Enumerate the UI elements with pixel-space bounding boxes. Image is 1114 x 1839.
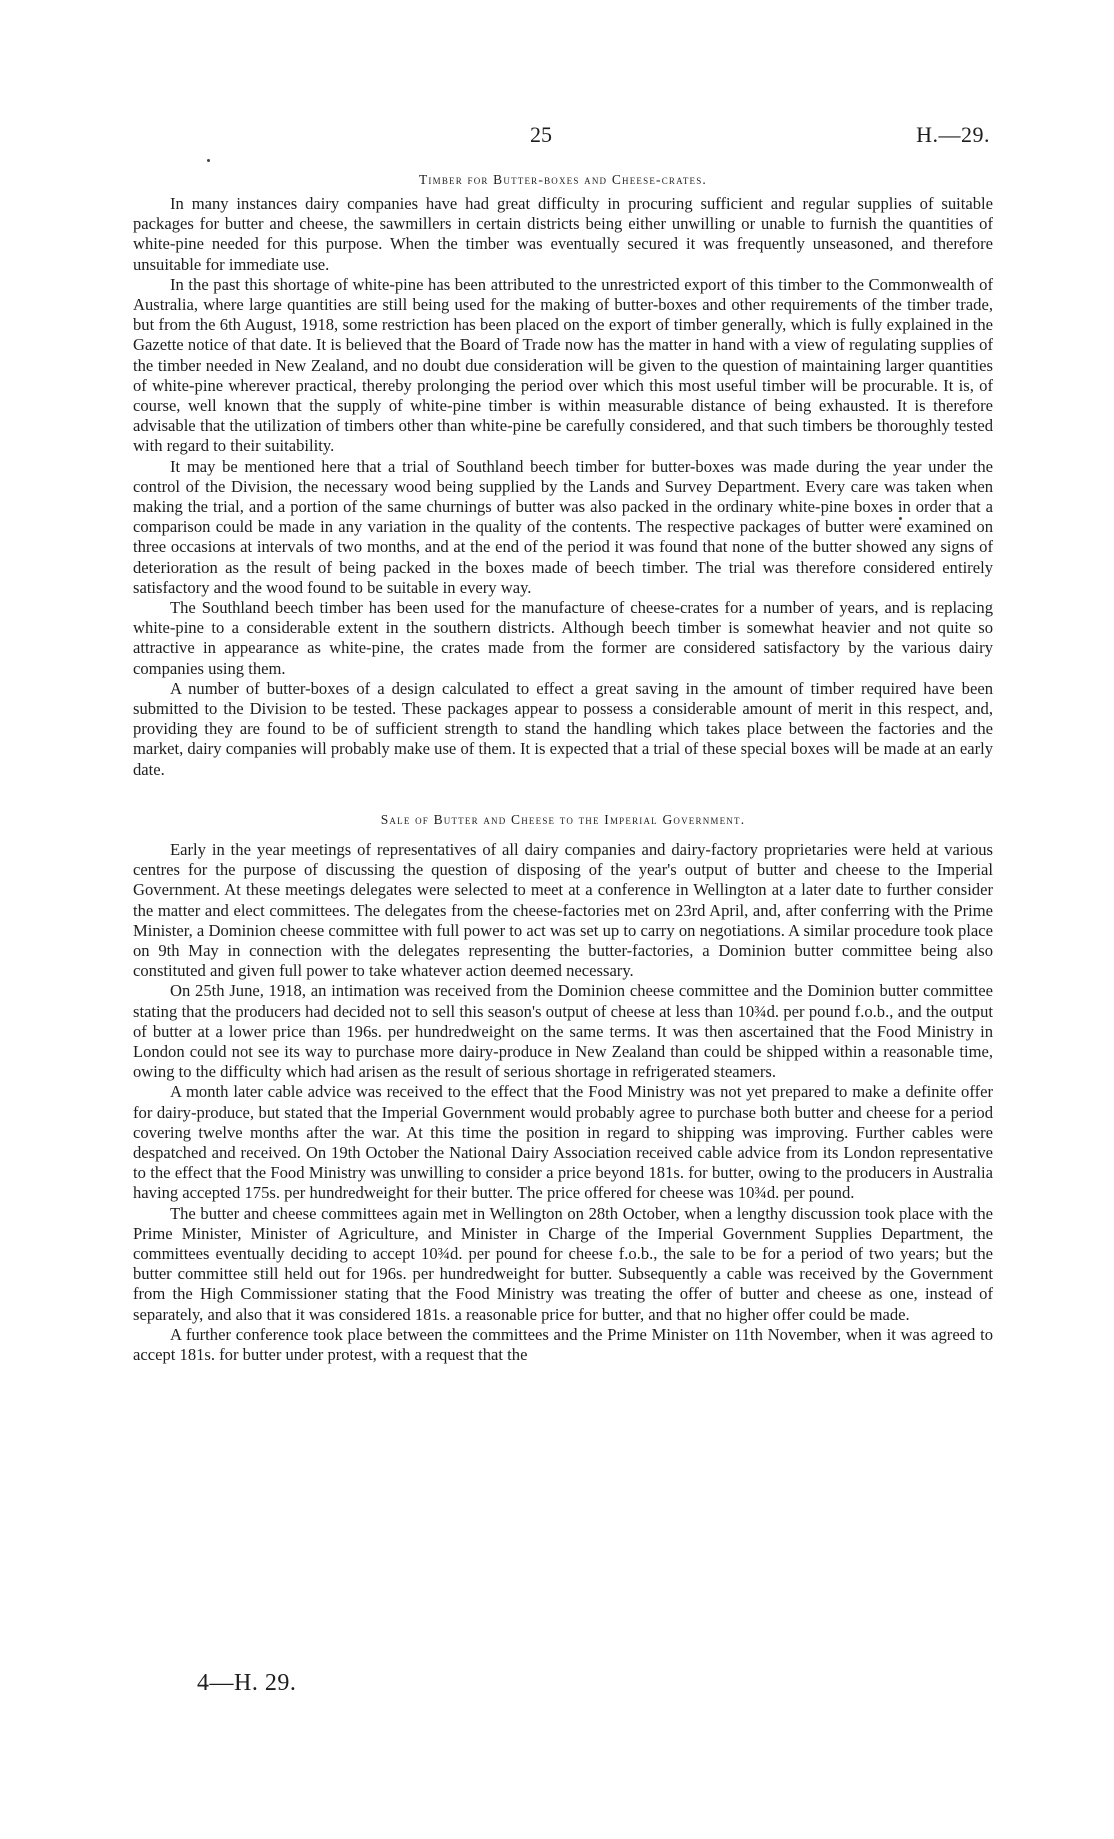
paragraph: A month later cable advice was received to the effect that the Food Ministry was not yet prepared to make a definite offer for dairy-produce, but stated that the Imperial Government would probably agree to purchase both butter and cheese for a period covering twelve months after the war. At this time the position in regard to shipping was improving. Further cables were despatched and received. On 19th October the National Dairy Association received cable advice from its London representative to the effect that the Food Ministry was unwilling to consider a price beyond 181s. for butter, owing to the producers in Australia having accepted 175s. per hundredweight for their butter. The price offered for cheese was 10¾d. per pound.: [133, 1082, 993, 1203]
page-header: [0, 122, 1114, 154]
paragraph: The butter and cheese committees again met in Wellington on 28th October, when a lengthy discussion took place with the Prime Minister, Minister of Agriculture, and Minister in Charge of the Imperial Government Supplies Department, the committees eventually deciding to accept 10¾d. per pound for cheese f.o.b., the sale to be for a period of two years; but the butter committee still held out for 196s. per hundredweight for butter. Subsequently a cable was received by the Government from the High Commissioner stating that the Food Ministry was treating the offer of butter and cheese as one, instead of separately, and also that it was considered 181s. a reasonable price for butter, and that no higher offer could be made.: [133, 1203, 993, 1324]
signature-reference: 4—H. 29.: [197, 1670, 297, 1696]
paragraph: In many instances dairy companies have had great difficulty in procuring sufficient and regular supplies of suitable packages for butter and cheese, the sawmillers in certain districts being either unwilling or unable to furnish the quantities of white-pine needed for this purpose. When the timber was eventually secured it was frequently unseasoned, and therefore unsuitable for immediate use.: [133, 194, 993, 274]
page-number: 25: [530, 122, 552, 147]
paragraph: A number of butter-boxes of a design calculated to effect a great saving in the amount of timber required have been submitted to the Division to be tested. These packages appear to possess a considerable amount of merit in this respect, and, providing they are found to be of sufficient strength to stand the handling which takes place between the factories and the market, dairy companies will probably make use of them. It is expected that a trial of these special boxes will be made at an early date.: [133, 678, 993, 779]
section-sale-imperial-government: [133, 810, 993, 1365]
paragraph: In the past this shortage of white-pine has been attributed to the unrestricted export of this timber to the Commonwealth of Australia, where large quantities are still being used for the making of butter-boxes and other requirements of the timber trade, but from the 6th August, 1918, some restriction has been placed on the export of timber generally, which is fully explained in the Gazette notice of that date. It is believed that the Board of Trade now has the matter in hand with a view of regulating supplies of the timber needed in New Zealand, and no doubt due consideration will be given to the question of maintaining larger quantities of white-pine wherever practical, thereby prolonging the period over which this most useful timber will be procurable. It is, of course, well known that the supply of white-pine timber is within measurable distance of being exhausted. It is therefore advisable that the utilization of timbers other than white-pine be carefully considered, and that such timbers be thoroughly tested with regard to their suitability.: [133, 274, 993, 456]
paper-reference: H.—29.: [916, 122, 990, 147]
section-heading: Timber for Butter-boxes and Cheese-crates.: [418, 172, 708, 187]
paragraph: A further conference took place between the committees and the Prime Minister on 11th November, when it was agreed to accept 181s. for butter under protest, with a request that the: [133, 1324, 993, 1364]
section-timber: [133, 170, 993, 780]
paragraph: Early in the year meetings of representatives of all dairy companies and dairy-factory proprietaries were held at various centres for the purpose of discussing the question of disposing of the year's output of butter and cheese to the Imperial Government. At these meetings delegates were selected to meet at a conference in Wellington at a later date to further consider the matter and elect committees. The delegates from the cheese-factories met on 23rd April, and, after conferring with the Prime Minister, a Dominion cheese committee with full power to act was set up to carry on negotiations. A similar procedure took place on 9th May in connection with the delegates representing the butter-factories, a Dominion butter committee being also constituted and given full power to take whatever action deemed necessary.: [133, 839, 993, 981]
paragraph: The Southland beech timber has been used for the manufacture of cheese-crates for a number of years, and is replacing white-pine to a considerable extent in the southern districts. Although beech timber is somewhat heavier and not quite so attractive in appearance as white-pine, the crates made from the former are considered satisfactory by the various dairy companies using them.: [133, 598, 993, 678]
paragraph: It may be mentioned here that a trial of Southland beech timber for butter-boxes was made during the year under the control of the Division, the necessary wood being supplied by the Lands and Survey Department. Every care was taken when making the trial, and a portion of the same churnings of butter was also packed in the ordinary white-pine boxes in order that a comparison could be made in any variation in the quality of the contents. The respective packages of butter were examined on three occasions at intervals of two months, and at the end of the period it was found that none of the butter showed any signs of deterioration as the result of being packed in the boxes made of beech timber. The trial was therefore considered entirely satisfactory and the wood found to be suitable in every way.: [133, 456, 993, 597]
body-text: [133, 170, 993, 1365]
paragraph: On 25th June, 1918, an intimation was received from the Dominion cheese committee and the Dominion butter committee stating that the producers had decided not to sell this season's output of cheese at less than 10¾d. per pound f.o.b., and the output of butter at a lower price than 196s. per hundredweight on the same terms. It was then ascertained that the Food Ministry in London could not see its way to purchase more dairy-produce in New Zealand than could be shipped within a reasonable time, owing to the difficulty which had arisen as the result of serious shortage in refrigerated steamers.: [133, 981, 993, 1082]
section-heading: Sale of Butter and Cheese to the Imperial Government.: [380, 811, 746, 827]
scan-speck: [207, 159, 210, 162]
